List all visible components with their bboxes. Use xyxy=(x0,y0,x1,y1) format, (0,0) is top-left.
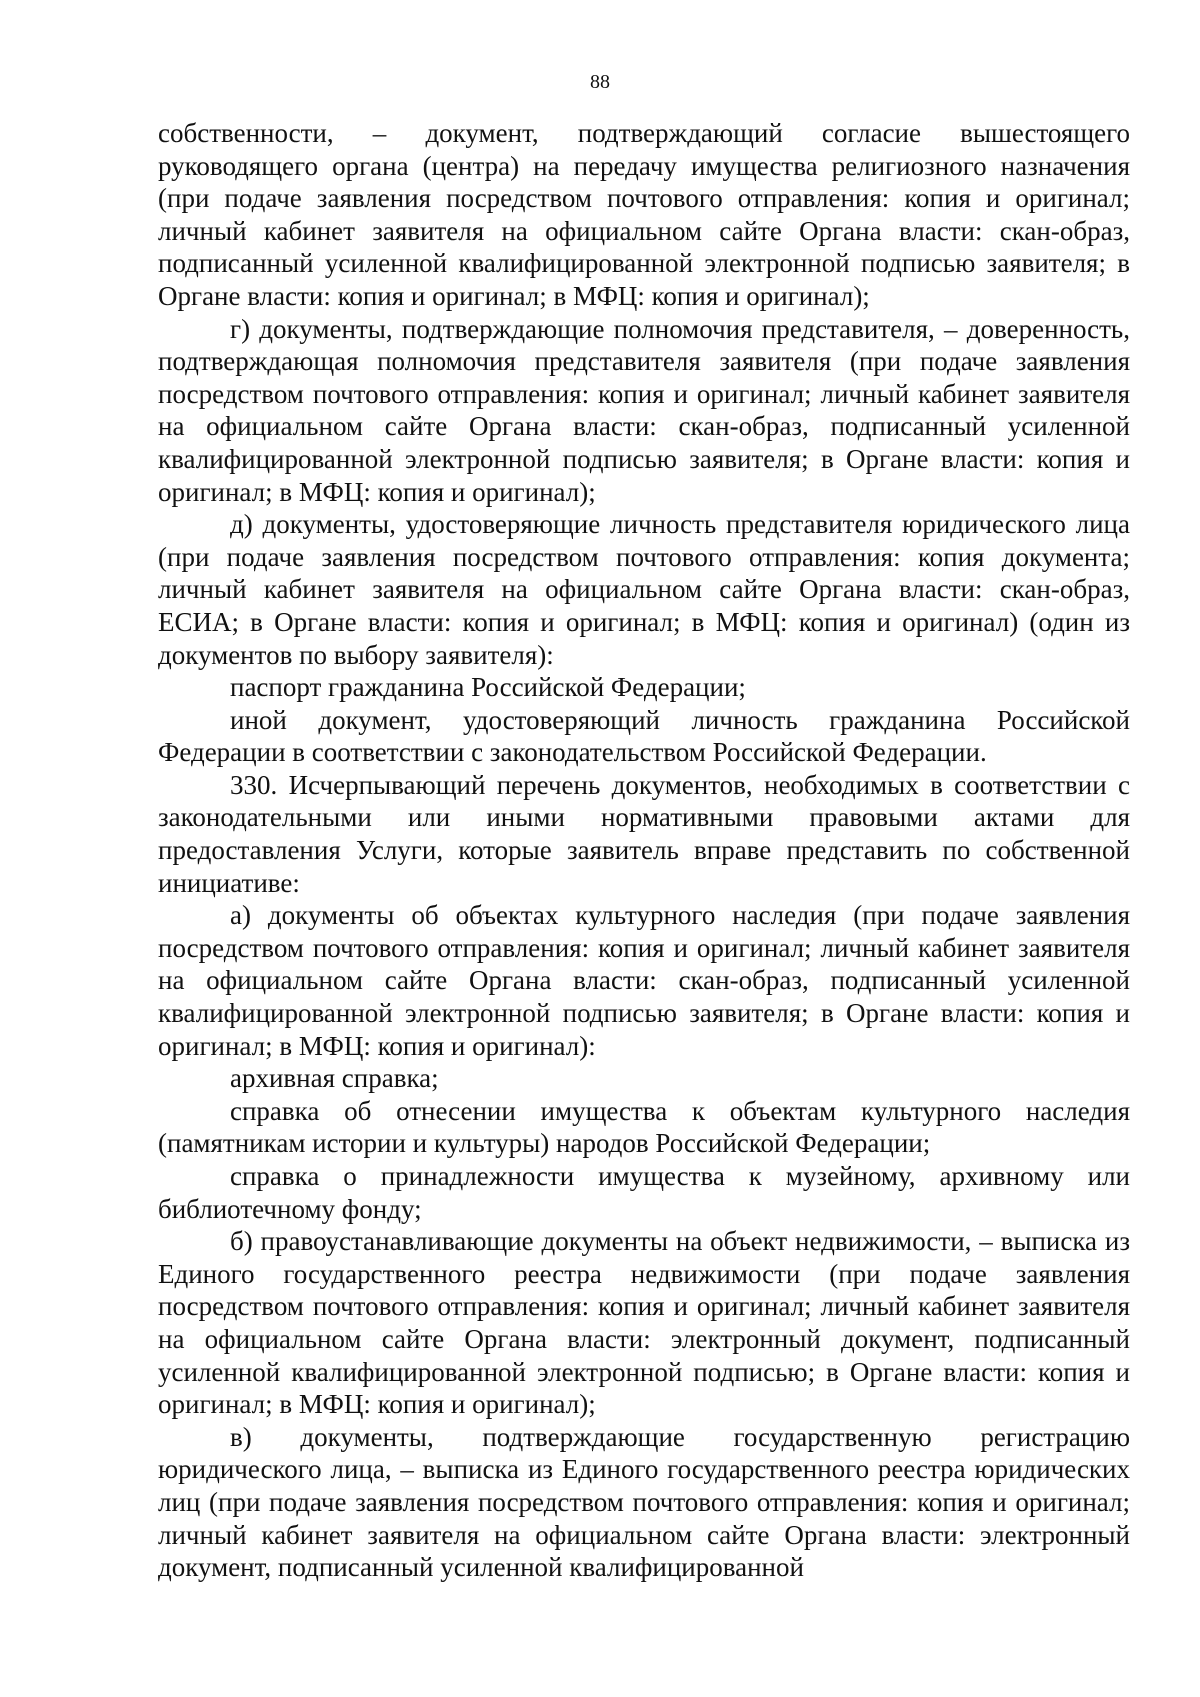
paragraph: справка об отнесении имущества к объектам культурного наследия (памятникам истории и культуры) народов Российской Федерации; xyxy=(158,1095,1130,1159)
paragraph: а) документы об объектах культурного наследия (при подаче заявления посредством почтового отправления: копия и оригинал; личный кабинет заявителя на официальном сайте Органа власти: скан-образ, подписанный усиленной квалифицированной электронной подписью заявителя; в Органе власти: копия и оригинал; в МФЦ: копия и оригинал): xyxy=(158,900,1130,1061)
paragraph: г) документы, подтверждающие полномочия представителя, – доверенность, подтверждающая полномочия представителя заявителя (при подаче заявления посредством почтового отправления: копия и оригинал; личный кабинет заявителя на официальном сайте Органа власти: скан-образ, подписанный усиленной квалифицированной электронной подписью заявителя; в Органе власти: копия и оригинал; в МФЦ: копия и оригинал); xyxy=(158,313,1130,507)
paragraph: иной документ, удостоверяющий личность гражданина Российской Федерации в соответствии с законодательством Российской Федерации. xyxy=(158,704,1130,768)
paragraph: б) правоустанавливающие документы на объект недвижимости, – выписка из Единого государственного реестра недвижимости (при подаче заявления посредством почтового отправления: копия и оригинал; личный кабинет заявителя на официальном сайте Органа власти: электронный документ, подписанный усиленной квалифицированной электронной подписью; в Органе власти: копия и оригинал; в МФЦ: копия и оригинал); xyxy=(158,1226,1130,1420)
paragraph: справка о принадлежности имущества к музейному, архивному или библиотечному фонду; xyxy=(158,1161,1130,1224)
page-number: 88 xyxy=(590,71,610,93)
paragraph: 330. Исчерпывающий перечень документов, необходимых в соответствии с законодательными или иными нормативными правовыми актами для предоставления Услуги, которые заявитель вправе представить по собственной инициативе: xyxy=(158,769,1130,898)
paragraph: архивная справка; xyxy=(230,1063,439,1094)
paragraph: д) документы, удостоверяющие личность представителя юридического лица (при подаче заявления посредством почтового отправления: копия документа; личный кабинет заявителя на официальном сайте Органа власти: скан-образ, ЕСИА; в Органе власти: копия и оригинал; в МФЦ: копия и оригинал) (один из документов по выбору заявителя): xyxy=(158,509,1130,670)
paragraph: собственности, – документ, подтверждающий согласие вышестоящего руководящего органа (центра) на передачу имущества религиозного назначения (при подаче заявления посредством почтового отправления: копия и оригинал; личный кабинет заявителя на официальном сайте Органа власти: скан-образ, подписанный усиленной квалифицированной электронной подписью заявителя; в Органе власти: копия и оригинал; в МФЦ: копия и оригинал); xyxy=(158,118,1130,311)
document-body xyxy=(158,117,1130,1584)
paragraph: паспорт гражданина Российской Федерации; xyxy=(230,672,746,703)
paragraph: в) документы, подтверждающие государственную регистрацию юридического лица, – выписка из Единого государственного реестра юридических лиц (при подаче заявления посредством почтового отправления: копия и оригинал; личный кабинет заявителя на официальном сайте Органа власти: электронный документ, подписанный усиленной квалифицированной xyxy=(158,1421,1130,1583)
